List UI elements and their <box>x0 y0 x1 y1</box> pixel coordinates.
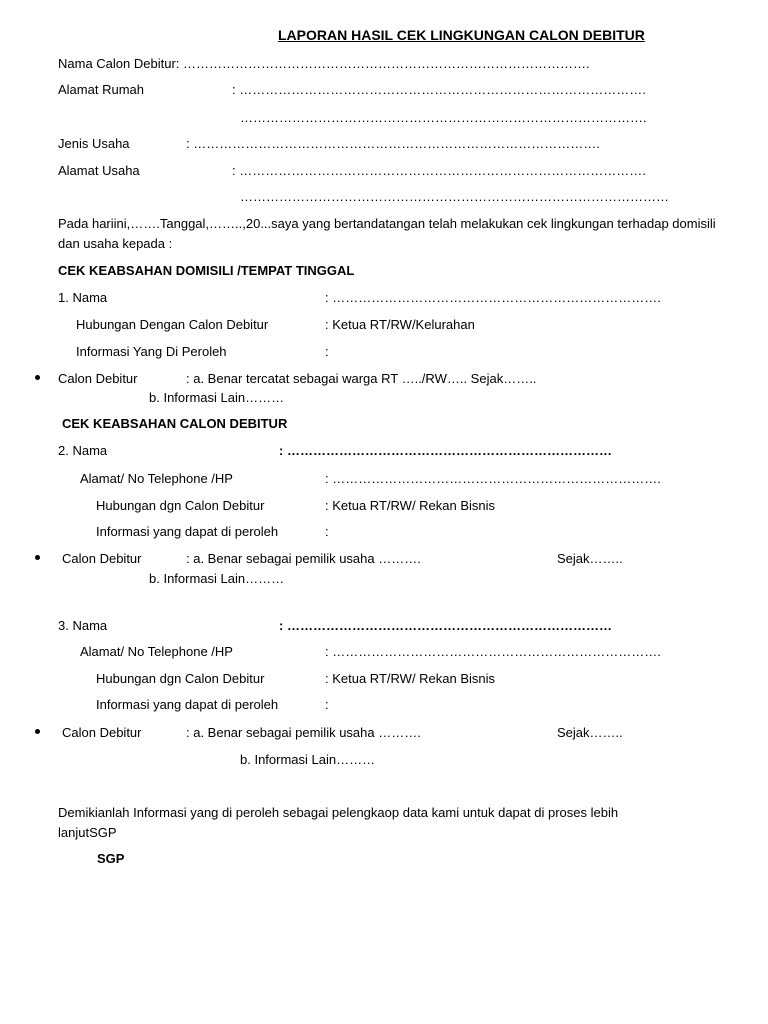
section1-calon-a: : a. Benar tercatat sebagai warga RT …../RW….. Sejak…….. <box>186 371 537 386</box>
section1-hubungan-value: : Ketua RT/RW/Kelurahan <box>325 317 475 332</box>
section2-alamat-label: Alamat/ No Telephone /HP <box>80 471 233 486</box>
section2-nama-value: : ………………………………………………………………… <box>279 443 612 458</box>
section2-hubungan-label: Hubungan dgn Calon Debitur <box>96 498 265 513</box>
section3-calon-label: Calon Debitur <box>62 725 142 740</box>
section2-calon-b: b. Informasi Lain……… <box>149 571 285 586</box>
nama-calon-debitur-field: Nama Calon Debitur: …………………………………………………………………………………. <box>58 56 590 71</box>
closing-line-1: Demikianlah Informasi yang di peroleh sebagai pelengkaop data kami untuk dapat di proses lebih <box>58 805 619 820</box>
section2-bullet-icon <box>35 555 40 560</box>
section2-hubungan-value: : Ketua RT/RW/ Rekan Bisnis <box>325 498 496 513</box>
section3-informasi-label: Informasi yang dapat di peroleh <box>96 697 279 712</box>
alamat-usaha-value: : …………………………………………………………………………………. <box>232 163 646 178</box>
section1-calon-label: Calon Debitur <box>58 371 138 386</box>
section3-nama-label: 3. Nama <box>58 618 108 633</box>
section3-calon-b: b. Informasi Lain……… <box>240 752 376 767</box>
intro-line-2: dan usaha kepada : <box>58 236 173 251</box>
closing-line-2: lanjutSGP <box>58 825 117 840</box>
section1-heading: CEK KEABSAHAN DOMISILI /TEMPAT TINGGAL <box>58 263 355 278</box>
alamat-usaha-label: Alamat Usaha <box>58 163 140 178</box>
section1-informasi-label: Informasi Yang Di Peroleh <box>76 344 227 359</box>
section3-calon-a: : a. Benar sebagai pemilik usaha ………. <box>186 725 421 740</box>
section3-hubungan-value: : Ketua RT/RW/ Rekan Bisnis <box>325 671 496 686</box>
section2-calon-a: : a. Benar sebagai pemilik usaha ………. <box>186 551 421 566</box>
section2-informasi-value: : <box>325 524 329 539</box>
section1-calon-b: b. Informasi Lain……… <box>149 390 285 405</box>
document-title: LAPORAN HASIL CEK LINGKUNGAN CALON DEBITUR <box>278 27 645 43</box>
section3-informasi-value: : <box>325 697 329 712</box>
alamat-rumah-label: Alamat Rumah <box>58 82 144 97</box>
jenis-usaha-value: : …………………………………………………………………………………. <box>186 136 600 151</box>
section2-calon-label: Calon Debitur <box>62 551 142 566</box>
section3-alamat-value: : …………………………………………………………………. <box>325 644 661 659</box>
signature: SGP <box>97 851 125 866</box>
section1-informasi-value: : <box>325 344 329 359</box>
section3-hubungan-label: Hubungan dgn Calon Debitur <box>96 671 265 686</box>
section3-alamat-label: Alamat/ No Telephone /HP <box>80 644 233 659</box>
section2-alamat-value: : …………………………………………………………………. <box>325 471 661 486</box>
alamat-rumah-value: : …………………………………………………………………………………. <box>232 82 646 97</box>
section2-nama-label: 2. Nama <box>58 443 108 458</box>
section2-heading: CEK KEABSAHAN CALON DEBITUR <box>62 416 288 431</box>
section1-hubungan-label: Hubungan Dengan Calon Debitur <box>76 317 269 332</box>
section2-informasi-label: Informasi yang dapat di peroleh <box>96 524 279 539</box>
section1-bullet-icon <box>35 375 40 380</box>
section3-bullet-icon <box>35 729 40 734</box>
section3-calon-sejak: Sejak…….. <box>557 725 623 740</box>
intro-line-1: Pada hariini,…….Tanggal,……..,20...saya yang bertandatangan telah melakukan cek lingkungan terhadap domisili <box>58 216 716 231</box>
alamat-usaha-continuation: ……………………………………………………………………………………… <box>240 189 669 204</box>
section1-nama-label: 1. Nama <box>58 290 108 305</box>
section2-calon-sejak: Sejak…….. <box>557 551 623 566</box>
section1-nama-value: : …………………………………………………………………. <box>325 290 661 305</box>
jenis-usaha-label: Jenis Usaha <box>58 136 130 151</box>
section3-nama-value: : ………………………………………………………………… <box>279 618 612 633</box>
alamat-rumah-continuation: …………………………………………………………………………………. <box>240 110 647 125</box>
